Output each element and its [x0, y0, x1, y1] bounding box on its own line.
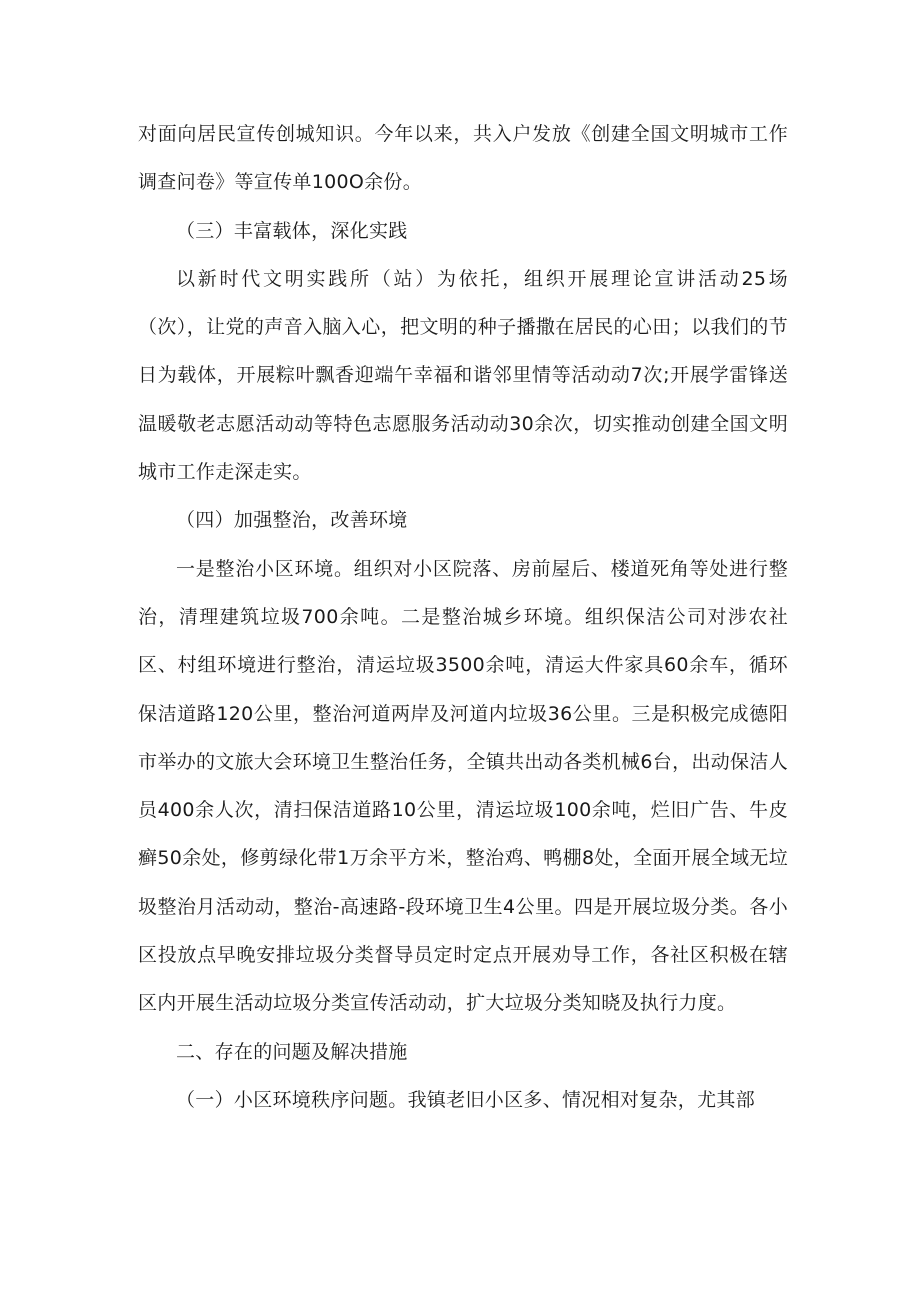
paragraph-civilization-practice: 以新时代文明实践所（站）为依托，组织开展理论宣讲活动25场（次），让党的声音入脑入心，把文明的种子播撒在居民的心田；以我们的节日为载体，开展粽叶飘香迎端午幸福和谐邻里情等活动动7次;开展学雷锋送温暖敬老志愿活动动等特色志愿服务活动动30余次，切实推动创建全国文明城市工作走深走实。: [138, 267, 788, 484]
paragraph-community-order-problem: （一）小区环境秩序问题。我镇老旧小区多、情况相对复杂，尤其部: [176, 1088, 756, 1111]
document-body: [138, 110, 788, 1124]
paragraph-continuation: 对面向居民宣传创城知识。今年以来，共入户发放《创建全国文明城市工作调查问卷》等宣传单100O余份。: [138, 123, 788, 194]
subheading-strengthen-rectification: （四）加强整治，改善环境: [176, 509, 408, 532]
subheading-enrich-carriers: （三）丰富载体，深化实践: [176, 219, 408, 242]
section-heading-problems: 二、存在的问题及解决措施: [176, 1040, 408, 1063]
paragraph-environment-rectification: 一是整治小区环境。组织对小区院落、房前屋后、楼道死角等处进行整治，清理建筑垃圾700余吨。二是整治城乡环境。组织保洁公司对涉农社区、村组环境进行整治，清运垃圾3500余吨，清运大件家具60余车，循环保洁道路120公里，整治河道两岸及河道内垃圾36公里。三是积极完成德阳市举办的文旅大会环境卫生整治任务，全镇共出动各类机械6台，出动保洁人员400余人次，清扫保洁道路10公里，清运垃圾100余吨，烂旧广告、牛皮癣50余处，修剪绿化带1万余平方米，整治鸡、鸭棚8处，全面开展全域无垃圾整治月活动动，整治-高速路-段环境卫生4公里。四是开展垃圾分类。各小区投放点早晚安排垃圾分类督导员定时定点开展劝导工作，各社区积极在辖区内开展生活动垃圾分类宣传活动动，扩大垃圾分类知晓及执行力度。: [138, 557, 788, 1015]
